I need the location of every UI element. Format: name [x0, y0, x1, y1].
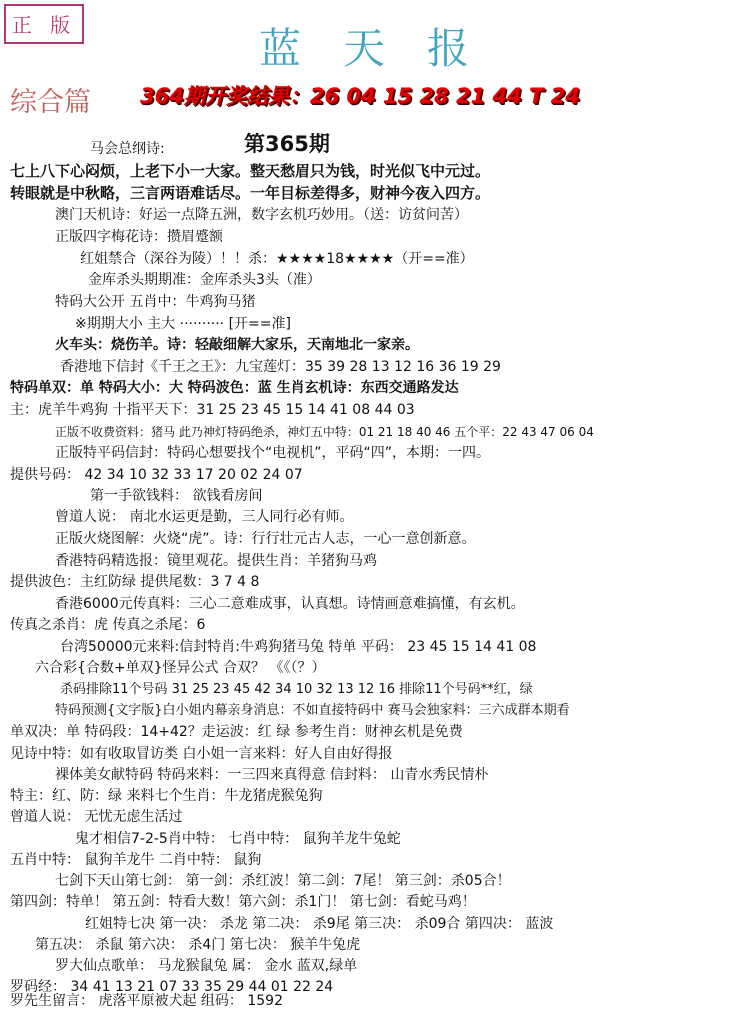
text-line: 曾道人说： 无忧无虑生活过 — [10, 809, 183, 825]
text-line: 正版特平码信封：特码心想要找个“电视机”，平码“四”，本期：一四。 — [55, 445, 491, 461]
text-line: 主：虎羊牛鸡狗 十指平天下：31 25 23 45 15 14 41 08 44 03 — [10, 402, 415, 418]
draw-result-banner: 364期开奖结果：26 04 15 28 21 44 T 24 — [140, 84, 580, 108]
text-line: 火车头：烧伤羊。诗：轻敲细解大家乐，天南地北一家亲。 — [55, 337, 419, 353]
text-line: 曾道人说： 南北水运更是勤，三人同行必有师。 — [55, 509, 354, 525]
text-line: 特码大公开 五肖中：牛鸡狗马猪 — [55, 294, 256, 310]
text-line: 金库杀头期期准：金库杀头3头（准） — [88, 272, 321, 288]
text-line: 罗码经： 34 41 13 21 07 33 35 29 44 01 22 24 — [10, 979, 334, 995]
text-line: 传真之杀肖：虎 传真之杀尾：6 — [10, 617, 206, 633]
text-line: 正版火烧图解：火烧“虎”。诗：行行壮元古人志，一心一意创新意。 — [55, 531, 476, 547]
newspaper-title: 蓝天报 — [258, 24, 511, 73]
text-line: 裸体美女献特码 特码来料：一三四来真得意 信封料： 山青水秀民情朴 — [55, 767, 489, 783]
text-line: 特主：红、防：绿 来料七个生肖：牛龙猪虎猴兔狗 — [10, 788, 323, 804]
text-line: 正版四字梅花诗：攒眉蹙额 — [55, 229, 223, 245]
text-line: 马会总纲诗: — [90, 141, 165, 157]
text-line: 鬼才相信7-2-5肖中特： 七肖中特： 鼠狗羊龙牛兔蛇 — [75, 831, 401, 847]
text-line: 六合彩{合数+单双}怪异公式 合双？ 《《（？） — [35, 660, 326, 676]
text-line: 罗先生留言： 虎落平原被犬起 组码： 1592 — [10, 993, 283, 1009]
text-line: 特码预测{文字版}白小姐内幕亲身消息：不如直接特码中 赛马会独家料：三六成群本期看 — [55, 703, 570, 718]
text-line: 特码单双：单 特码大小：大 特码波色：蓝 生肖玄机诗：东西交通路发达 — [10, 380, 459, 396]
text-line: 第一手欲钱料： 欲钱看房间 — [90, 488, 263, 504]
text-line: 单双决：单 特码段：14+42？走运波：红 绿 参考生肖：财神玄机是免费 — [10, 724, 463, 740]
text-line: 罗大仙点歌单： 马龙猴鼠兔 属： 金水 蓝双,绿单 — [55, 958, 358, 974]
text-line: 第五决： 杀鼠 第六决： 杀4门 第七决： 猴羊牛兔虎 — [35, 937, 361, 953]
text-line: 五肖中特： 鼠狗羊龙牛 二肖中特： 鼠狗 — [10, 852, 262, 868]
text-line: 香港6000元传真料：三心二意难成事，认真想。诗情画意难搞懂，有玄机。 — [55, 596, 525, 612]
issue-number: 第365期 — [244, 132, 330, 156]
text-line: 七剑下天山第七剑： 第一剑：杀红波！第二剑：7尾！ 第三剑：杀05合！ — [55, 873, 511, 889]
text-line: 红姐特七决 第一决： 杀龙 第二决： 杀9尾 第三决： 杀09合 第四决： 蓝波 — [85, 916, 554, 932]
text-line: 台湾50000元来料:信封特肖:牛鸡狗猪马兔 特单 平码： 23 45 15 14 41 08 — [60, 639, 537, 655]
section-title: 综合篇 — [10, 87, 91, 118]
text-line: 提供波色：主红防绿 提供尾数：3 7 4 8 — [10, 574, 260, 590]
text-line: 第四剑：特单！ 第五剑：特看大数！第六剑：杀1门！ 第七剑：看蛇马鸡！ — [10, 894, 476, 910]
text-line: 七上八下心闷烦，上老下小一大家。整天愁眉只为钱，时光似飞中元过。 — [10, 162, 491, 180]
text-line: 见诗中特：如有收取冒访类 白小姐一言来料：好人自由好得报 — [10, 746, 393, 762]
text-line: 杀码排除11个号码 31 25 23 45 42 34 10 32 13 12 16 排除11个号码**红，绿 — [60, 682, 533, 697]
text-line: 正版不收费资料：猪马 此乃神灯特码绝杀，神灯五中特：01 21 18 40 46 五个平：22 43 47 06 04 — [55, 425, 594, 439]
text-line: 转眼就是中秋略，三言两语难话尽。一年目标差得多，财神今夜入四方。 — [10, 184, 491, 202]
text-line: ※期期大小 主大 ·········· [开==准] — [75, 316, 291, 332]
text-line: 香港特码精选报：镜里观花。提供生肖：羊猪狗马鸡 — [55, 553, 377, 569]
text-line: 红姐禁合（深谷为陵）！！杀：★★★★18★★★★（开==准） — [80, 251, 474, 267]
genuine-edition-stamp: 正 版 — [4, 4, 84, 44]
text-line: 香港地下信封《千王之王》：九宝莲灯：35 39 28 13 12 16 36 19 29 — [60, 359, 501, 375]
text-line: 澳门天机诗：好运一点降五洲，数字玄机巧妙用。（送：访贫问苦） — [55, 207, 468, 223]
text-line: 提供号码： 42 34 10 32 33 17 20 02 24 07 — [10, 467, 303, 483]
